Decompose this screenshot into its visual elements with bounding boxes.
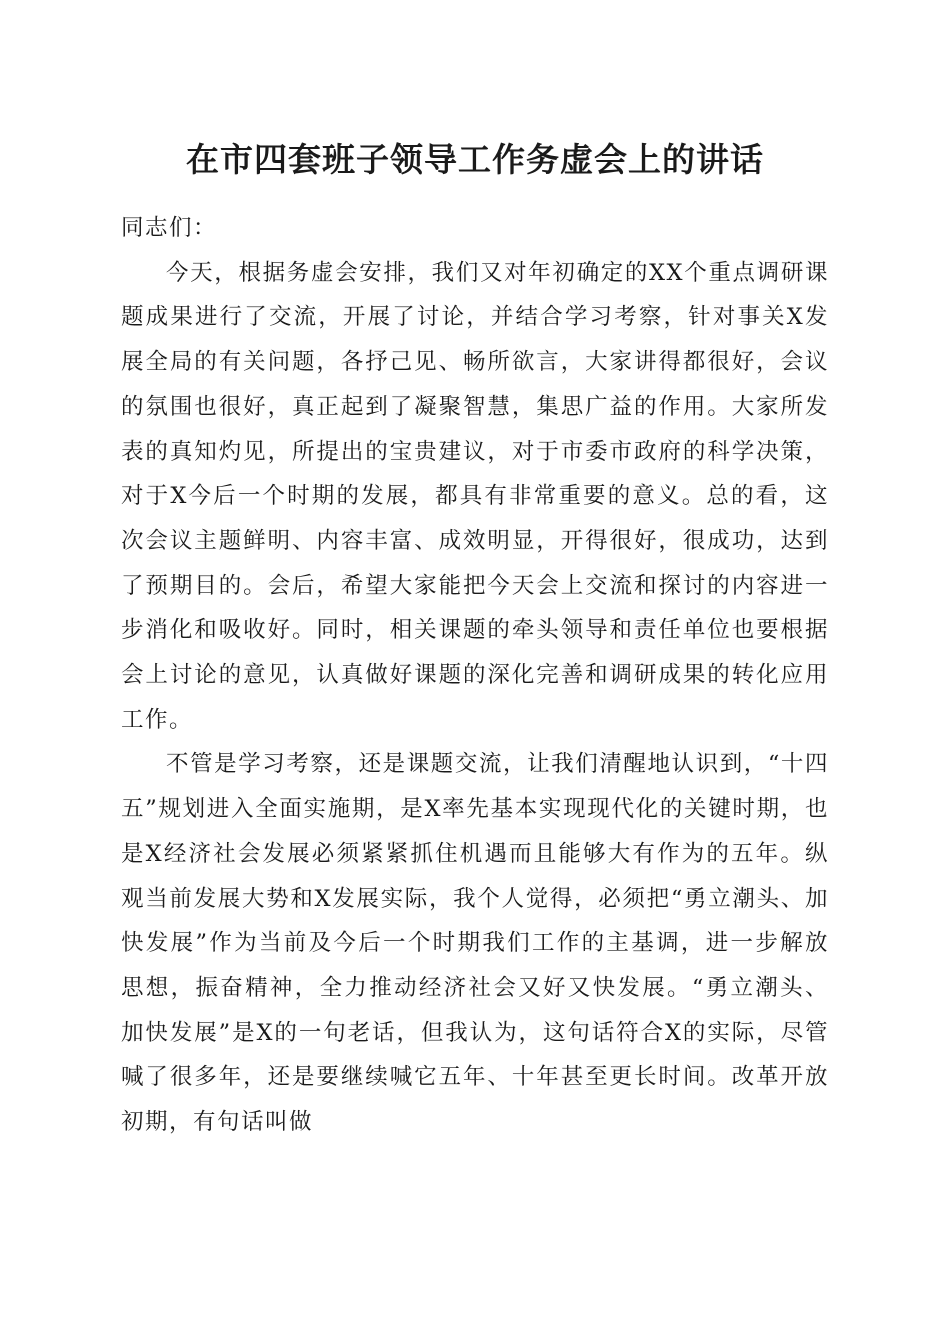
document-body xyxy=(121,206,829,1145)
salutation: 同志们： xyxy=(121,215,218,241)
paragraph-1: 今天，根据务虚会安排，我们又对年初确定的XX个重点调研课题成果进行了交流，开展了讨论，并结合学习考察，针对事关X发展全局的有关问题，各抒己见、畅所欲言，大家讲得都很好，会议的氛围也很好，真正起到了凝聚智慧，集思广益的作用。大家所发表的真知灼见，所提出的宝贵建议，对于市委市政府的科学决策，对于X今后一个时期的发展，都具有非常重要的意义。总的看，这次会议主题鲜明、内容丰富、成效明显，开得很好，很成功，达到了预期目的。会后，希望大家能把今天会上交流和探讨的内容进一步消化和吸收好。同时，相关课题的牵头领导和责任单位也要根据会上讨论的意见，认真做好课题的深化完善和调研成果的转化应用工作。 xyxy=(121,259,829,733)
paragraph-2: 不管是学习考察，还是课题交流，让我们清醒地认识到，“十四五”规划进入全面实施期，是X率先基本实现现代化的关键时期，也是X经济社会发展必须紧紧抓住机遇而且能够大有作为的五年。纵观当前发展大势和X发展实际，我个人觉得，必须把“勇立潮头、加快发展”作为当前及今后一个时期我们工作的主基调，进一步解放思想，振奋精神，全力推动经济社会又好又快发展。“勇立潮头、加快发展”是X的一句老话，但我认为，这句话符合X的实际，尽管喊了很多年，还是要继续喊它五年、十年甚至更长时间。改革开放初期，有句话叫做 xyxy=(121,751,829,1136)
document-title: 在市四套班子领导工作务虚会上的讲话 xyxy=(186,140,764,179)
